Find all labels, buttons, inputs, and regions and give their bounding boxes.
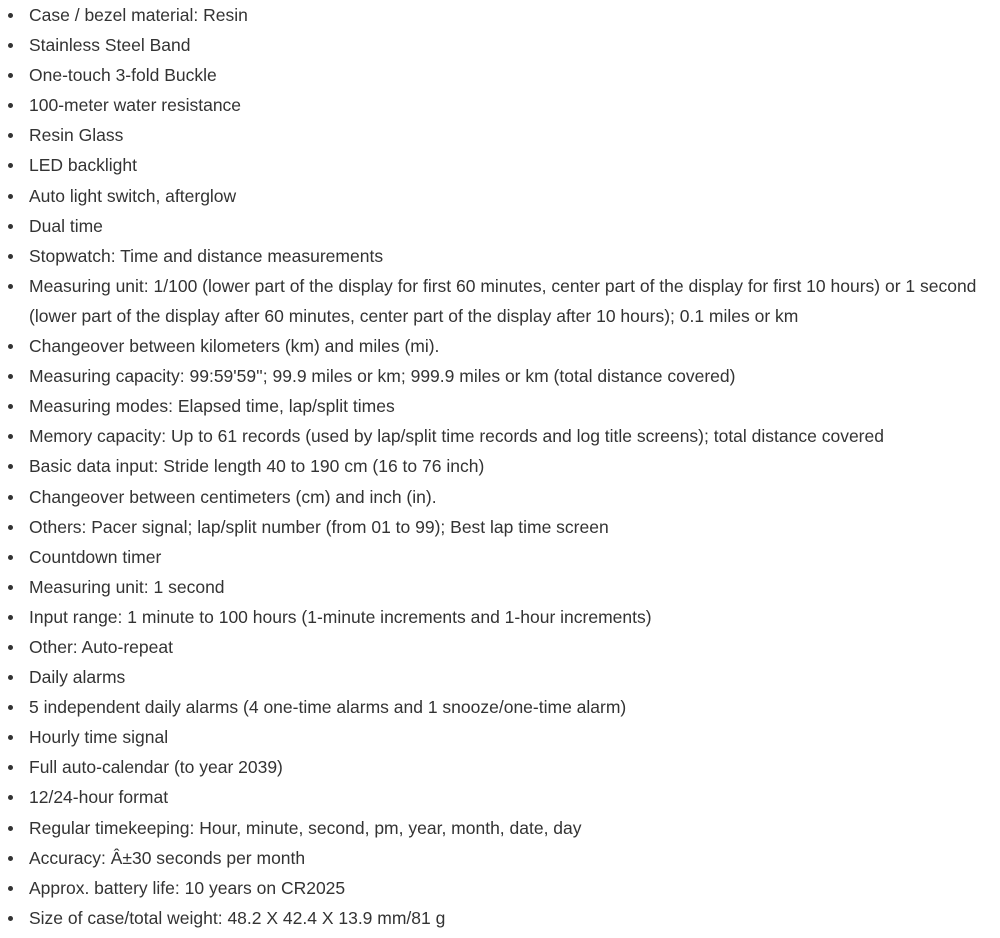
bullet-icon [8, 795, 13, 800]
list-item-text: LED backlight [29, 155, 137, 176]
list-item-text: Changeover between centimeters (cm) and inch (in). [29, 486, 437, 507]
list-item [0, 542, 1000, 572]
list-item-text: Others: Pacer signal; lap/split number (from 01 to 99); Best lap time screen [29, 516, 609, 537]
list-item [0, 150, 1000, 180]
list-item-text: Resin Glass [29, 125, 124, 146]
list-item-text: 5 independent daily alarms (4 one-time alarms and 1 snooze/one-time alarm) [29, 697, 627, 718]
list-item [0, 0, 1000, 30]
bullet-icon [8, 404, 13, 409]
list-item [0, 903, 1000, 933]
list-item [0, 512, 1000, 542]
list-item-text: Case / bezel material: Resin [29, 5, 248, 25]
bullet-icon [8, 525, 13, 530]
list-item-text: Daily alarms [29, 667, 126, 688]
list-item-text: One-touch 3-fold Buckle [29, 65, 217, 86]
bullet-icon [8, 705, 13, 710]
list-item [0, 451, 1000, 481]
bullet-icon [8, 284, 13, 289]
list-item-text: Full auto-calendar (to year 2039) [29, 757, 283, 778]
bullet-icon [8, 886, 13, 891]
list-item-text: Size of case/total weight: 48.2 X 42.4 X 13.9 mm/81 g [29, 907, 446, 928]
bullet-icon [8, 434, 13, 439]
bullet-icon [8, 103, 13, 108]
bullet-icon [8, 675, 13, 680]
list-item [0, 752, 1000, 782]
list-item-text: Dual time [29, 215, 103, 236]
list-item [0, 662, 1000, 692]
list-item [0, 813, 1000, 843]
list-item [0, 271, 1000, 331]
list-item-text: Memory capacity: Up to 61 records (used by lap/split time records and log title screens); total distance covered [29, 426, 884, 447]
list-item [0, 60, 1000, 90]
bullet-icon [8, 43, 13, 48]
bullet-icon [8, 555, 13, 560]
bullet-icon [8, 826, 13, 831]
list-item [0, 391, 1000, 421]
list-item [0, 692, 1000, 722]
list-item-text: 12/24-hour format [29, 787, 169, 808]
list-item-text: Measuring unit: 1 second [29, 576, 225, 597]
list-item-text: Other: Auto-repeat [29, 636, 173, 657]
list-item [0, 181, 1000, 211]
list-item-text: Stainless Steel Band [29, 35, 191, 56]
list-item-text: Basic data input: Stride length 40 to 190 cm (16 to 76 inch) [29, 456, 485, 477]
bullet-icon [8, 856, 13, 861]
list-item [0, 211, 1000, 241]
bullet-icon [8, 735, 13, 740]
list-item [0, 572, 1000, 602]
bullet-icon [8, 495, 13, 500]
bullet-icon [8, 765, 13, 770]
bullet-icon [8, 344, 13, 349]
list-item [0, 843, 1000, 873]
bullet-icon [8, 163, 13, 168]
list-item-text: Measuring capacity: 99:59'59''; 99.9 miles or km; 999.9 miles or km (total distance covered) [29, 366, 736, 387]
list-item [0, 361, 1000, 391]
bullet-icon [8, 916, 13, 921]
list-item-text: 100-meter water resistance [29, 95, 242, 116]
list-item [0, 120, 1000, 150]
bullet-icon [8, 133, 13, 138]
list-item-text: Stopwatch: Time and distance measurements [29, 245, 384, 266]
bullet-icon [8, 374, 13, 379]
list-item [0, 873, 1000, 903]
bullet-icon [8, 194, 13, 199]
bullet-icon [8, 254, 13, 259]
list-item-text: Auto light switch, afterglow [29, 185, 237, 206]
list-item [0, 782, 1000, 812]
list-item [0, 482, 1000, 512]
list-item [0, 331, 1000, 361]
list-item [0, 90, 1000, 120]
bullet-icon [8, 615, 13, 620]
list-item-text: Measuring modes: Elapsed time, lap/split times [29, 396, 395, 417]
list-item [0, 30, 1000, 60]
list-item-text: Hourly time signal [29, 727, 169, 748]
bullet-icon [8, 13, 13, 18]
list-item-text: Countdown timer [29, 546, 162, 567]
list-item-text: Input range: 1 minute to 100 hours (1-minute increments and 1-hour increments) [29, 606, 652, 627]
list-item-text: Measuring unit: 1/100 (lower part of the display for first 60 minutes, center part of the display for first 10 hours) or 1 second (lower part of the display after 60 minutes, center part of the display after 10 hours); 0.1 miles or km [29, 275, 977, 326]
bullet-icon [8, 224, 13, 229]
list-item [0, 421, 1000, 451]
list-item [0, 722, 1000, 752]
bullet-icon [8, 585, 13, 590]
list-item-text: Changeover between kilometers (km) and miles (mi). [29, 336, 440, 357]
bullet-icon [8, 464, 13, 469]
list-item [0, 602, 1000, 632]
bullet-icon [8, 73, 13, 78]
bullet-icon [8, 645, 13, 650]
list-item-text: Approx. battery life: 10 years on CR2025 [29, 877, 346, 898]
list-item [0, 632, 1000, 662]
list-item [0, 241, 1000, 271]
list-item-text: Accuracy: Â±30 seconds per month [29, 847, 306, 868]
list-item-text: Regular timekeeping: Hour, minute, second, pm, year, month, date, day [29, 817, 582, 838]
